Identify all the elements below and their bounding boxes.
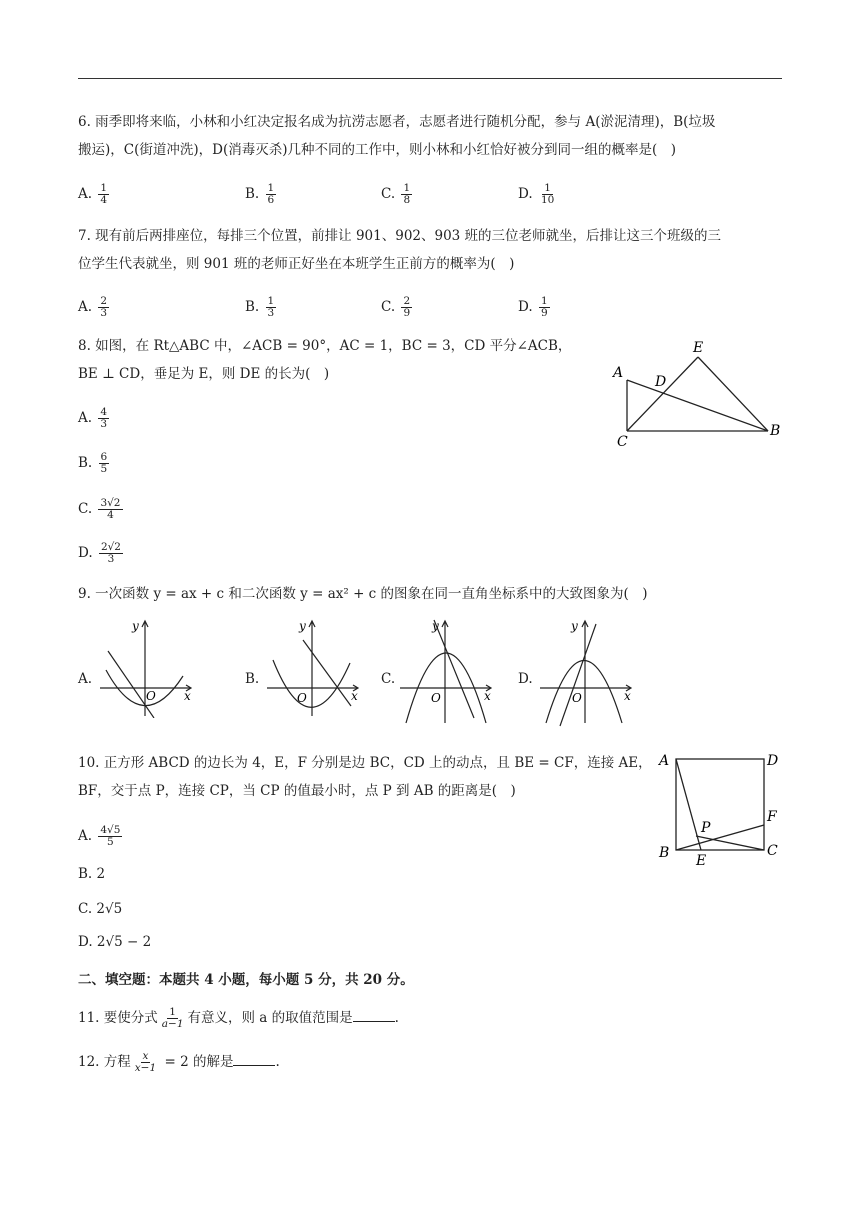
q8-option-a[interactable]: A. $\frac{4}{3}$ [78,406,108,430]
svg-text:y: y [132,619,139,633]
label-c: C [617,434,628,450]
svg-text:O: O [146,689,156,703]
q10-stem [78,749,658,805]
svg-text:x: x [184,689,191,703]
svg-text:A: A [659,753,670,769]
svg-text:E: E [696,853,707,869]
q6-stem [78,108,782,164]
q7-option-d[interactable]: D. $\frac{1}{9}$ [518,295,548,319]
svg-text:O: O [572,691,582,705]
svg-text:y: y [571,619,578,633]
q8-option-d[interactable]: D. $\frac{2√2}{3}$ [78,541,121,565]
q7-stem [78,222,782,278]
q6-option-d[interactable]: D. $\frac{1}{10}$ [518,182,555,206]
header-rule [78,78,782,79]
q8-option-c[interactable]: C. $\frac{3√2}{4}$ [78,497,121,521]
segment-bf [676,825,764,850]
fraction: $\frac{1}{10}$ [540,182,555,206]
svg-text:x: x [484,689,491,703]
answer-blank[interactable] [353,1009,395,1022]
svg-text:O: O [431,691,441,705]
q10-line1: 10. 正方形 ABCD 的边长为 4，E，F 分别是边 BC，CD 上的动点，且 BE = CF，连接 AE， [78,755,652,771]
q6-option-a[interactable]: A. $\frac{1}{4}$ [78,182,108,206]
q6-line2: 搬运)，C(街道冲洗)，D(消毒灭杀)几种不同的工作中，则小林和小红恰好被分到同一组的概率是( ) [78,142,677,158]
fraction: $\frac{1}{a-1}$ [161,1006,184,1030]
segment-ab [627,380,768,431]
q10-option-b[interactable]: B. 2 [78,866,106,882]
svg-text:D: D [767,753,779,769]
fraction: $\frac{1}{4}$ [100,182,108,206]
fraction: $\frac{2}{3}$ [100,295,108,319]
square-abcd [676,759,764,850]
answer-blank[interactable] [233,1053,275,1066]
q9-stem: 9. 一次函数 y = ax + c 和二次函数 y = ax² + c 的图象在同一直角坐标系中的大致图象为( ) [78,586,648,602]
svg-text:y: y [299,619,306,633]
label-a: A [613,365,624,381]
fraction: $\frac{x}{x-1}$ [134,1050,157,1074]
q8-stem [78,332,598,388]
q12: 12. 方程 $\frac{x}{x-1}$ = 2 的解是 . [78,1050,280,1074]
q10-option-a[interactable]: A. $\frac{4√5}{5}$ [78,824,121,848]
q6-line1: 6. 雨季即将来临，小林和小红决定报名成为抗涝志愿者，志愿者进行随机分配，参与 A(淤泥清理)，B(垃圾 [78,114,716,130]
q9-option-a[interactable]: A. [78,671,93,687]
fraction: $\frac{4}{3}$ [100,406,108,430]
q9-graph-a [98,618,198,718]
q10-option-d[interactable]: D. 2√5 − 2 [78,934,152,950]
fraction: $\frac{3√2}{4}$ [100,497,121,521]
q8-triangle-figure [605,335,795,450]
q9-graph-c [398,618,498,728]
fraction: $\frac{6}{5}$ [100,451,108,475]
q9-option-b[interactable]: B. [245,671,260,687]
svg-text:C: C [767,843,778,859]
fraction: $\frac{1}{6}$ [267,182,275,206]
fraction: $\frac{4√5}{5}$ [100,824,121,848]
label-e: E [693,340,704,356]
q9-option-d[interactable]: D. [518,671,533,687]
svg-text:B: B [659,845,670,861]
fraction: $\frac{1}{3}$ [267,295,275,319]
q7-line2: 位学生代表就坐，则 901 班的老师正好坐在本班学生正前方的概率为( ) [78,256,515,272]
q10-line2: BF，交于点 P，连接 CP，当 CP 的值最小时，点 P 到 AB 的距离是( ) [78,783,516,799]
fraction: $\frac{2√2}{3}$ [100,541,121,565]
segment-pc [696,836,764,850]
svg-text:O: O [297,691,307,705]
fraction: $\frac{2}{9}$ [403,295,411,319]
svg-text:x: x [351,689,358,703]
segment-ce [627,357,698,431]
label-b: B [770,423,781,439]
section-heading-fill-in: 二、填空题：本题共 4 小题，每小题 5 分，共 20 分。 [78,972,414,988]
q9-graph-b [265,618,365,718]
fraction: $\frac{1}{9}$ [540,295,548,319]
q7-option-b[interactable]: B. $\frac{1}{3}$ [245,295,275,319]
q8-option-b[interactable]: B. $\frac{6}{5}$ [78,451,108,475]
svg-text:x: x [624,689,631,703]
q9-graph-d [538,618,638,728]
q6-option-c[interactable]: C. $\frac{1}{8}$ [381,182,411,206]
q6-option-b[interactable]: B. $\frac{1}{6}$ [245,182,275,206]
q10-option-c[interactable]: C. 2√5 [78,901,123,917]
q7-option-a[interactable]: A. $\frac{2}{3}$ [78,295,108,319]
segment-eb [698,357,768,431]
q11: 11. 要使分式 $\frac{1}{a-1}$ 有意义，则 a 的取值范围是 . [78,1006,399,1030]
q10-square-figure [655,750,785,870]
q8-line2: BE ⊥ CD，垂足为 E，则 DE 的长为( ) [78,366,330,382]
q7-line1: 7. 现有前后两排座位，每排三个位置，前排让 901、902、903 班的三位老师就坐，后排让这三个班级的三 [78,228,722,244]
svg-text:y: y [432,619,439,633]
q9-option-c[interactable]: C. [381,671,396,687]
svg-text:F: F [767,809,777,825]
q8-line1: 8. 如图，在 Rt△ABC 中，∠ACB = 90°，AC = 1，BC = 3，CD 平分∠ACB， [78,338,572,354]
q7-option-c[interactable]: C. $\frac{2}{9}$ [381,295,411,319]
svg-text:P: P [701,820,711,836]
fraction: $\frac{1}{8}$ [403,182,411,206]
label-d: D [655,374,667,390]
